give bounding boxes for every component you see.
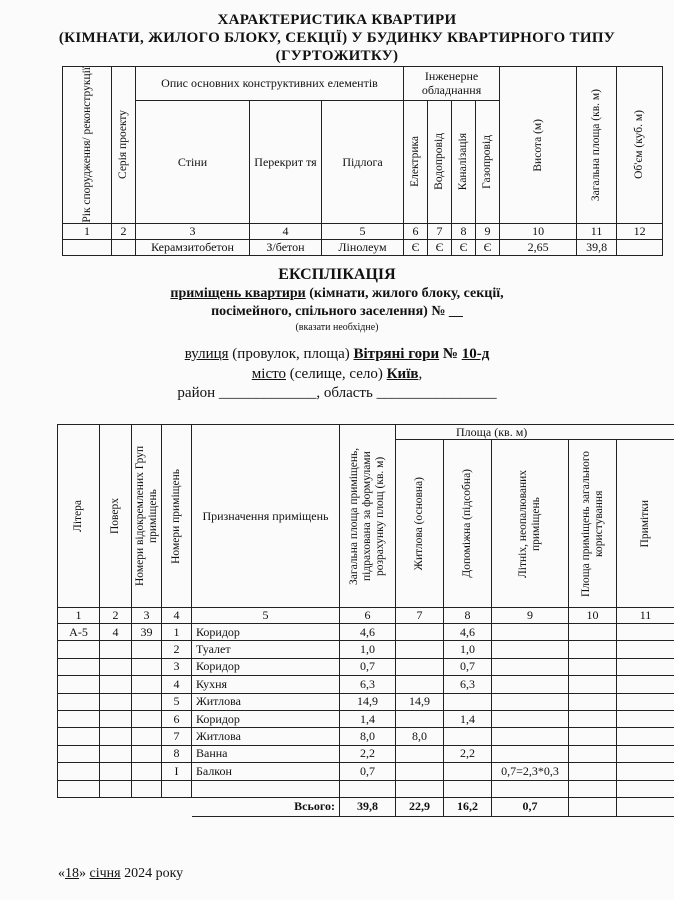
cell-group [132, 658, 162, 675]
col-walls: Стіни [136, 100, 250, 223]
cell-area-summer [492, 676, 569, 693]
cell-area-total: 8,0 [340, 728, 396, 745]
total-notes [617, 797, 674, 816]
value-height: 2,65 [500, 239, 577, 255]
col-summer: Літніх, неопалюваних приміщень [492, 440, 569, 608]
cell-area-aux [444, 763, 492, 780]
title-line-1: ХАРАКТЕРИСТИКА КВАРТИРИ [217, 12, 457, 28]
group-structural: Опис основних конструктивних елементів [136, 67, 404, 101]
title-line-2: (КІМНАТИ, ЖИЛОГО БЛОКУ, СЕКЦІЇ) У БУДИНКУ КВАРТИРНОГО ТИПУ [58, 30, 616, 46]
cell-area-aux: 6,3 [444, 676, 492, 693]
total-area: 39,8 [340, 797, 396, 816]
document-date: «18» січня 2024 року [58, 866, 184, 881]
col-aux: Допоміжна (підсобна) [444, 440, 492, 608]
city-line: місто (селище, село) Київ, [251, 366, 423, 382]
cell-notes [617, 763, 674, 780]
cell-area-aux: 4,6 [444, 624, 492, 641]
cell-area-common [569, 745, 617, 762]
city-value: Київ [386, 366, 419, 382]
cell-area-aux: 1,0 [444, 641, 492, 658]
cell-area-living [396, 658, 444, 675]
cell-room-number [162, 780, 192, 797]
table-row [58, 745, 674, 762]
cell-area-total: 4,6 [340, 624, 396, 641]
cell-area-living [396, 641, 444, 658]
col-room-number: Номери приміщень [162, 425, 192, 608]
value-water: Є [428, 239, 452, 255]
table-row [58, 641, 674, 658]
value-ceilings: З/бетон [250, 239, 322, 255]
col-litera: Літера [58, 425, 100, 608]
cell-floor [100, 763, 132, 780]
characteristics-number-row: 1 2 3 4 5 6 7 8 9 10 11 12 [63, 223, 663, 239]
group-area: Площа (кв. м) [396, 425, 674, 440]
explication-subtitle-2: посімейного, спільного заселення) № __ [211, 304, 463, 319]
cell-area-aux [444, 728, 492, 745]
cell-floor [100, 693, 132, 710]
cell-room-number: 3 [162, 658, 192, 675]
rooms-table [57, 424, 674, 817]
col-floor: Підлога [322, 100, 404, 223]
cell-area-total: 6,3 [340, 676, 396, 693]
cell-notes [617, 658, 674, 675]
cell-area-living [396, 710, 444, 727]
cell-area-aux [444, 693, 492, 710]
cell-area-common [569, 780, 617, 797]
cell-notes [617, 710, 674, 727]
table-row [58, 710, 674, 727]
cell-group [132, 780, 162, 797]
cell-floor: 4 [100, 624, 132, 641]
value-sewer: Є [452, 239, 476, 255]
cell-area-common [569, 676, 617, 693]
cell-area-living [396, 780, 444, 797]
col-ceilings: Перекрит тя [250, 100, 322, 223]
cell-area-common [569, 763, 617, 780]
value-volume [617, 239, 663, 255]
explication-subtitle: приміщень квартири (кімнати, жилого блоку, секції, [170, 286, 504, 301]
total-common [569, 797, 617, 816]
cell-purpose [192, 780, 340, 797]
cell-area-total: 1,0 [340, 641, 396, 658]
cell-purpose: Коридор [192, 710, 340, 727]
cell-purpose: Коридор [192, 624, 340, 641]
cell-group [132, 693, 162, 710]
cell-area-total: 2,2 [340, 745, 396, 762]
cell-area-summer [492, 728, 569, 745]
col-height: Висота (м) [500, 67, 577, 224]
col-total-area: Загальна площа (кв. м) [577, 67, 617, 224]
value-electric: Є [404, 239, 428, 255]
table-row [58, 763, 674, 780]
cell-room-number: I [162, 763, 192, 780]
cell-area-living: 8,0 [396, 728, 444, 745]
cell-floor [100, 745, 132, 762]
cell-floor [100, 641, 132, 658]
explication-note: (вказати необхідне) [295, 322, 379, 333]
cell-floor [100, 710, 132, 727]
cell-area-total: 1,4 [340, 710, 396, 727]
cell-room-number: 5 [162, 693, 192, 710]
cell-notes [617, 780, 674, 797]
total-label: Всього: [192, 797, 340, 816]
cell-area-common [569, 658, 617, 675]
cell-room-number: 4 [162, 676, 192, 693]
group-engineering: Інженерне обладнання [404, 67, 500, 101]
table-row [58, 693, 674, 710]
cell-room-number: 7 [162, 728, 192, 745]
cell-area-summer [492, 745, 569, 762]
col-electric: Електрика [404, 100, 428, 223]
cell-area-aux: 0,7 [444, 658, 492, 675]
col-living: Житлова (основна) [396, 440, 444, 608]
value-total-area: 39,8 [577, 239, 617, 255]
col-gas: Газопровід [476, 100, 500, 223]
cell-room-number: 1 [162, 624, 192, 641]
cell-room-number: 8 [162, 745, 192, 762]
table-row [58, 780, 674, 797]
table-row [58, 728, 674, 745]
cell-notes [617, 676, 674, 693]
cell-floor [100, 728, 132, 745]
cell-area-common [569, 693, 617, 710]
building-number: 10-д [461, 346, 490, 362]
cell-litera [58, 728, 100, 745]
cell-notes [617, 745, 674, 762]
cell-notes [617, 641, 674, 658]
cell-area-living [396, 745, 444, 762]
cell-area-summer [492, 624, 569, 641]
cell-area-summer: 0,7=2,3*0,3 [492, 763, 569, 780]
cell-group [132, 641, 162, 658]
col-sewer: Каналізація [452, 100, 476, 223]
table-row [58, 624, 674, 641]
cell-litera [58, 710, 100, 727]
street-value: Вітряні гори [353, 346, 440, 362]
cell-notes [617, 693, 674, 710]
cell-area-living [396, 763, 444, 780]
cell-area-summer [492, 780, 569, 797]
cell-area-living: 14,9 [396, 693, 444, 710]
value-floor: Лінолеум [322, 239, 404, 255]
col-total: Загальна площа приміщень, підрахована за формулами розрахунку площ (кв. м) [340, 425, 396, 608]
cell-area-total: 0,7 [340, 763, 396, 780]
cell-area-aux [444, 780, 492, 797]
cell-purpose: Туалет [192, 641, 340, 658]
col-series: Серія проекту [112, 67, 136, 224]
cell-purpose: Житлова [192, 693, 340, 710]
cell-litera [58, 763, 100, 780]
col-group: Номери відокремлених Груп приміщень [132, 425, 162, 608]
table-row [58, 658, 674, 675]
characteristics-value-row [63, 239, 663, 255]
value-gas: Є [476, 239, 500, 255]
cell-area-living [396, 676, 444, 693]
cell-area-summer [492, 641, 569, 658]
district-line: район _____________, область ________________ [177, 385, 497, 401]
cell-area-common [569, 624, 617, 641]
rooms-total-row [58, 797, 674, 816]
cell-purpose: Ванна [192, 745, 340, 762]
cell-area-summer [492, 658, 569, 675]
cell-litera [58, 780, 100, 797]
cell-area-summer [492, 710, 569, 727]
cell-litera [58, 693, 100, 710]
cell-litera [58, 658, 100, 675]
cell-area-living [396, 624, 444, 641]
col-water: Водопровід [428, 100, 452, 223]
cell-area-total: 0,7 [340, 658, 396, 675]
cell-group [132, 676, 162, 693]
cell-notes [617, 624, 674, 641]
cell-purpose: Кухня [192, 676, 340, 693]
col-notes: Примітки [617, 440, 674, 608]
table-row [58, 676, 674, 693]
cell-area-aux: 1,4 [444, 710, 492, 727]
col-volume: Об'єм (куб. м) [617, 67, 663, 224]
col-floor: Поверх [100, 425, 132, 608]
cell-area-common [569, 728, 617, 745]
explication-title: ЕКСПЛІКАЦІЯ [278, 266, 396, 283]
cell-area-common [569, 641, 617, 658]
col-year: Рік спорудження/ реконструкції [63, 67, 112, 224]
cell-area-aux: 2,2 [444, 745, 492, 762]
cell-purpose: Коридор [192, 658, 340, 675]
rooms-number-row: 1 2 3 4 5 6 7 8 9 10 11 [58, 608, 674, 624]
value-walls: Керамзитобетон [136, 239, 250, 255]
cell-room-number: 2 [162, 641, 192, 658]
cell-floor [100, 658, 132, 675]
cell-litera [58, 676, 100, 693]
cell-group [132, 763, 162, 780]
cell-floor [100, 676, 132, 693]
total-summer: 0,7 [492, 797, 569, 816]
cell-purpose: Житлова [192, 728, 340, 745]
cell-floor [100, 780, 132, 797]
cell-area-total: 14,9 [340, 693, 396, 710]
cell-group [132, 745, 162, 762]
cell-area-total [340, 780, 396, 797]
cell-group [132, 728, 162, 745]
cell-area-summer [492, 693, 569, 710]
cell-notes [617, 728, 674, 745]
cell-group: 39 [132, 624, 162, 641]
cell-litera: А-5 [58, 624, 100, 641]
cell-area-common [569, 710, 617, 727]
street-line: вулиця (провулок, площа) Вітряні гори № 10-д [184, 346, 490, 362]
cell-group [132, 710, 162, 727]
title-line-3: (ГУРТОЖИТКУ) [275, 48, 399, 64]
total-living: 22,9 [396, 797, 444, 816]
total-aux: 16,2 [444, 797, 492, 816]
col-common: Площа приміщень загального користування [569, 440, 617, 608]
cell-litera [58, 745, 100, 762]
col-purpose: Призначення приміщень [192, 425, 340, 608]
cell-litera [58, 641, 100, 658]
cell-purpose: Балкон [192, 763, 340, 780]
characteristics-table [62, 66, 663, 256]
cell-room-number: 6 [162, 710, 192, 727]
